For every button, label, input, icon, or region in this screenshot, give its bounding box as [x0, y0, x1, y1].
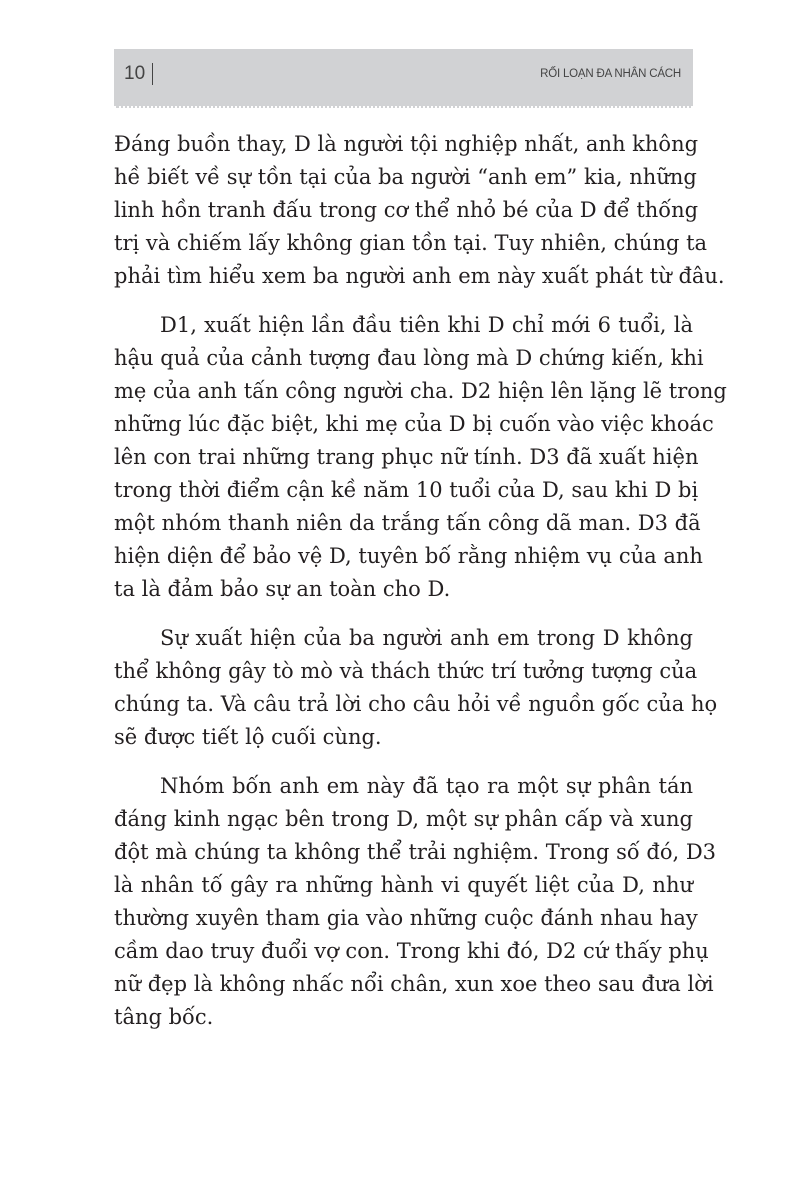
text-line: những lúc đặc biệt, khi mẹ của D bị cuốn vào việc khoác [114, 412, 714, 436]
text-line: Đáng buồn thay, D là người tội nghiệp nhất, anh không [114, 132, 699, 156]
text-line: sẽ được tiết lộ cuối cùng. [114, 725, 382, 749]
text-line: là nhân tố gây ra những hành vi quyết liệt của D, như [114, 873, 693, 897]
text-line: ta là đảm bảo sự an toàn cho D. [114, 577, 451, 601]
text-line: thường xuyên tham gia vào những cuộc đánh nhau hay [114, 906, 698, 930]
text-line: thể không gây tò mò và thách thức trí tưởng tượng của [114, 659, 698, 683]
text-line: Nhóm bốn anh em này đã tạo ra một sự phân tán [160, 774, 693, 798]
paragraph [114, 770, 717, 1034]
text-line: D1, xuất hiện lần đầu tiên khi D chỉ mới 6 tuổi, là [160, 313, 693, 337]
body-text [114, 128, 727, 1050]
running-title: RỐI LOẠN ĐA NHÂN CÁCH [540, 68, 681, 80]
text-line: nữ đẹp là không nhấc nổi chân, xun xoe theo sau đưa lời [114, 972, 714, 996]
text-line: đáng kinh ngạc bên trong D, một sự phân cấp và xung [114, 807, 693, 831]
paragraph [114, 128, 725, 293]
text-line: tâng bốc. [114, 1005, 214, 1029]
text-line: hiện diện để bảo vệ D, tuyên bố rằng nhiệm vụ của anh [114, 544, 703, 568]
text-line: phải tìm hiểu xem ba người anh em này xuất phát từ đâu. [114, 264, 725, 288]
text-line: đột mà chúng ta không thể trải nghiệm. Trong số đó, D3 [114, 840, 717, 864]
paragraph [114, 309, 727, 606]
text-line: chúng ta. Và câu trả lời cho câu hỏi về nguồn gốc của họ [114, 692, 718, 716]
text-line: cầm dao truy đuổi vợ con. Trong khi đó, D2 cứ thấy phụ [114, 939, 709, 963]
paragraph [114, 622, 718, 754]
text-line: lên con trai những trang phục nữ tính. D3 đã xuất hiện [114, 445, 699, 469]
text-line: hề biết về sự tồn tại của ba người “anh em” kia, những [114, 165, 697, 189]
text-line: mẹ của anh tấn công người cha. D2 hiện lên lặng lẽ trong [114, 379, 727, 403]
text-line: trị và chiếm lấy không gian tồn tại. Tuy nhiên, chúng ta [114, 231, 708, 255]
text-line: một nhóm thanh niên da trắng tấn công dã man. D3 đã [114, 511, 701, 535]
text-line: trong thời điểm cận kề năm 10 tuổi của D, sau khi D bị [114, 478, 699, 502]
header-divider [152, 63, 153, 85]
text-line: Sự xuất hiện của ba người anh em trong D không [160, 626, 693, 650]
text-line: hậu quả của cảnh tượng đau lòng mà D chứng kiến, khi [114, 346, 704, 370]
page-number: 10 [124, 63, 146, 84]
page-header [114, 49, 693, 108]
text-line: linh hồn tranh đấu trong cơ thể nhỏ bé của D để thống [114, 198, 699, 222]
